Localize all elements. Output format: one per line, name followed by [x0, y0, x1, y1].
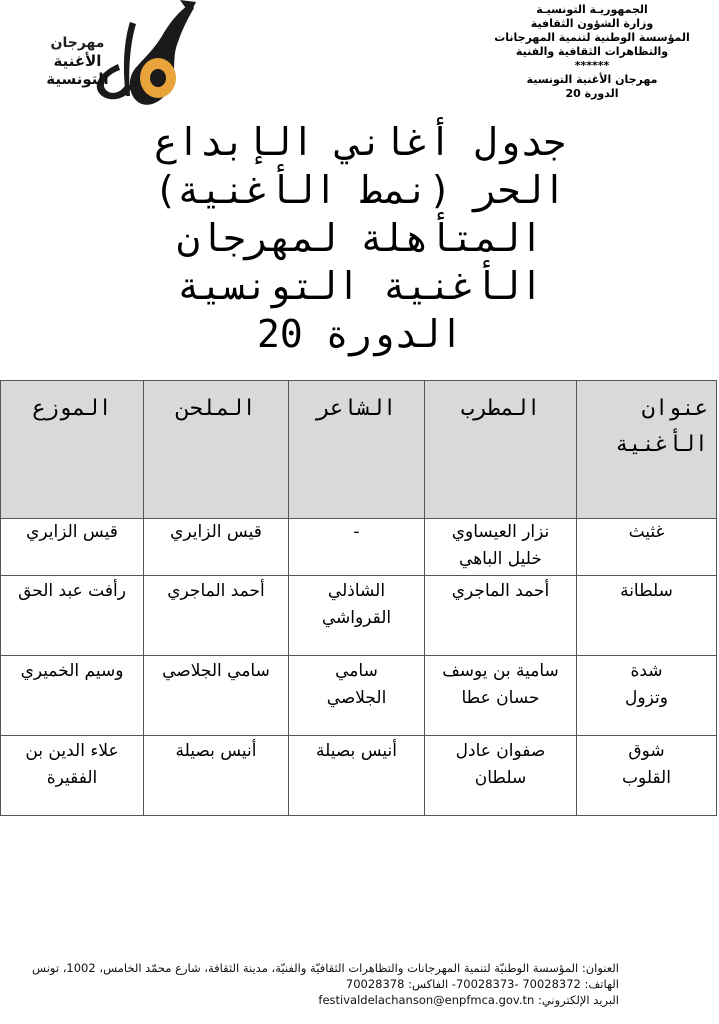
logo-line-1: مهرجان — [50, 35, 105, 51]
footer-address: العنوان: المؤسسة الوطنيّة لتنمية المهرجانات والتظاهرات الثقافيّة والفنيّة، مدينة الثقافة، شارع محمّد الخامس، 1002، تونس — [32, 961, 619, 975]
cell-text: سامي — [335, 661, 378, 681]
header-arranger — [1, 381, 144, 519]
cell-composer — [144, 656, 289, 736]
cell-text: خليل الباهي — [459, 549, 542, 569]
festival-logo — [30, 0, 200, 115]
header-composer — [144, 381, 289, 519]
table-row — [1, 519, 717, 576]
cell-text: وتزول — [625, 688, 668, 708]
header-singer — [425, 381, 577, 519]
cell-text: نزار العيساوي — [451, 522, 550, 542]
header-line: ****** — [574, 59, 610, 72]
header-text: عنوان — [641, 396, 708, 421]
cell-text: علاء الدين بن — [25, 741, 119, 761]
header-line: وزارة الشؤون الثقافية — [530, 17, 654, 30]
cell-poet — [289, 519, 425, 576]
cell-arranger — [1, 656, 144, 736]
cell-text: سلطانة — [620, 581, 673, 601]
cell-song-title — [577, 519, 717, 576]
header-text: الملحن — [176, 396, 256, 421]
contact-footer — [19, 960, 619, 1008]
header-text: الموزع — [32, 396, 112, 421]
header-text: المطرب — [460, 396, 541, 421]
header-line: الدورة 20 — [565, 87, 619, 100]
cell-text: حسان عطا — [461, 688, 540, 708]
cell-singer — [425, 576, 577, 656]
cell-text: سامي الجلاصي — [162, 661, 270, 681]
cell-arranger — [1, 519, 144, 576]
cell-text: شدة — [630, 661, 663, 681]
cell-song-title — [577, 736, 717, 816]
cell-text: أنيس بصيلة — [315, 741, 397, 761]
cell-singer — [425, 656, 577, 736]
songs-table — [0, 380, 717, 816]
cell-poet — [289, 656, 425, 736]
title-line: المتأهلة لمهرجان — [176, 216, 544, 260]
header-text: الأغنية — [615, 432, 708, 457]
cell-text: سلطان — [474, 768, 527, 788]
cell-text: قيس الزايري — [170, 522, 262, 542]
cell-composer — [144, 736, 289, 816]
cell-singer — [425, 736, 577, 816]
cell-text: رأفت عبد الحق — [18, 581, 126, 601]
table-row — [1, 576, 717, 656]
header-line: والتظاهرات الثقافية والفنية — [515, 45, 669, 58]
cell-text: - — [353, 522, 360, 542]
table-header-row — [1, 381, 717, 519]
cell-text: القلوب — [622, 768, 671, 788]
cell-text: أحمد الماجري — [167, 581, 265, 601]
cell-composer — [144, 519, 289, 576]
cell-text: القرواشي — [321, 608, 392, 628]
cell-text: الشاذلي — [327, 581, 386, 601]
cell-composer — [144, 576, 289, 656]
cell-poet — [289, 576, 425, 656]
cell-song-title — [577, 576, 717, 656]
footer-email: البريد الإلكتروني: festivaldelachanson@enpfmca.gov.tn — [318, 993, 619, 1007]
logo-line-2: الأغنية التونسية — [46, 52, 109, 88]
cell-text: الجلاصي — [326, 688, 387, 708]
footer-phone: الهاتف: 70028372 -70028373- الفاكس: 70028378 — [345, 977, 619, 991]
cell-text: أحمد الماجري — [451, 581, 550, 601]
cell-text: قيس الزايري — [26, 522, 118, 542]
header-poet — [289, 381, 425, 519]
header-line: المؤسسة الوطنية لتنمية المهرجانات — [494, 31, 690, 44]
title-line: جدول أغاني الإبداع — [154, 120, 566, 164]
header-line: الجمهوريـة التونسيـة — [536, 3, 648, 16]
header-text: الشاعر — [316, 396, 397, 421]
document-title — [60, 118, 660, 358]
cell-text: غثيث — [628, 522, 665, 542]
cell-singer — [425, 519, 577, 576]
cell-arranger — [1, 576, 144, 656]
cell-text: صفوان عادل — [455, 741, 546, 761]
title-line: الحر (نمط الأغنية) — [154, 168, 566, 212]
header-song-title — [577, 381, 717, 519]
header-line: مهرجان الأغنية التونسية — [526, 73, 658, 86]
title-line: الدورة 20 — [257, 312, 463, 356]
table-row — [1, 656, 717, 736]
cell-text: سامية بن يوسف — [442, 661, 559, 681]
cell-text: الفقيرة — [46, 768, 98, 788]
cell-poet — [289, 736, 425, 816]
ministry-header — [477, 3, 707, 101]
cell-arranger — [1, 736, 144, 816]
title-line: الأغنية التونسية — [176, 264, 544, 308]
cell-text: وسيم الخميري — [20, 661, 124, 681]
cell-song-title — [577, 656, 717, 736]
cell-text: أنيس بصيلة — [175, 741, 257, 761]
table-row — [1, 736, 717, 816]
cell-text: شوق — [628, 741, 665, 761]
